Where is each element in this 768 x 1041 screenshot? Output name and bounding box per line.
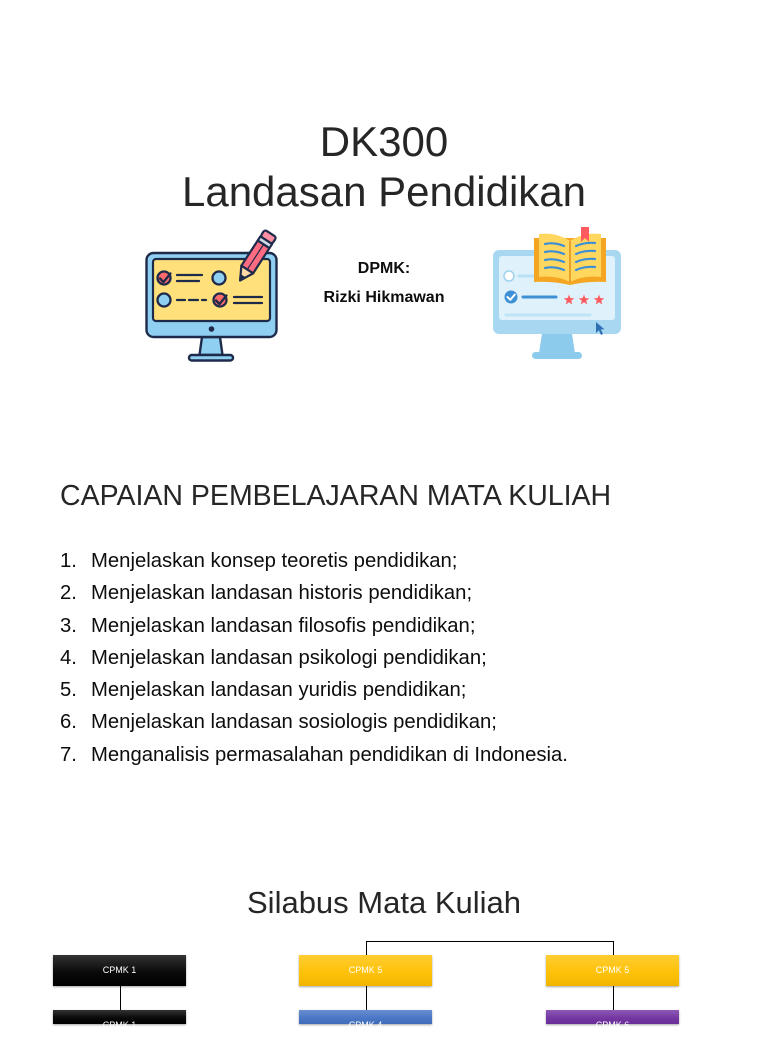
syllabus-heading: Silabus Mata Kuliah <box>247 885 521 920</box>
list-item-number: 1. <box>60 550 77 572</box>
list-item-number: 7. <box>60 743 77 766</box>
connector-line <box>613 941 614 955</box>
list-item-number: 4. <box>60 646 77 669</box>
list-item-number: 6. <box>60 711 77 734</box>
connector-line <box>366 986 367 1010</box>
list-item-number: 2. <box>60 582 77 605</box>
cpmk-box-label: CPMK 1 <box>102 965 137 975</box>
list-item-number: 3. <box>60 614 77 637</box>
cpmk-box-label: CPMK 5 <box>595 965 630 975</box>
list-item-text: Menjelaskan landasan psikologi pendidikan; <box>91 646 487 669</box>
lecturer-label: DPMK: <box>357 260 411 277</box>
cpmk-box <box>299 1010 432 1030</box>
cpmk-box-label: CPMK 4 <box>348 1020 383 1030</box>
list-item-text: Menjelaskan konsep teoretis pendidikan; <box>91 550 458 572</box>
connector-line <box>613 986 614 1010</box>
list-item-text: Menjelaskan landasan sosiologis pendidikan; <box>91 711 497 734</box>
learning-outcomes-heading: CAPAIAN PEMBELAJARAN MATA KULIAH <box>60 480 612 512</box>
connector-line <box>366 941 367 955</box>
list-item-text: Menganalisis permasalahan pendidikan di Indonesia. <box>91 743 568 766</box>
connector-line <box>366 941 614 942</box>
cpmk-box <box>546 1010 679 1030</box>
cpmk-box <box>53 1010 186 1030</box>
cpmk-box <box>299 955 432 986</box>
list-item-text: Menjelaskan landasan filosofis pendidikan; <box>91 614 476 637</box>
course-code-title: DK300 <box>319 118 449 165</box>
cpmk-box <box>546 955 679 986</box>
list-item-text: Menjelaskan landasan historis pendidikan; <box>91 582 473 605</box>
cpmk-box-label: CPMK 6 <box>595 1020 630 1030</box>
cpmk-box <box>53 955 186 986</box>
list-item-text: Menjelaskan landasan yuridis pendidikan; <box>91 679 467 702</box>
list-item-number: 5. <box>60 679 77 702</box>
lecturer-name: Rizki Hikmawan <box>323 289 445 306</box>
cpmk-box-label: CPMK 5 <box>348 965 383 975</box>
cpmk-box-label: CPMK 1 <box>102 1020 137 1030</box>
course-name-title: Landasan Pendidikan <box>181 168 586 215</box>
connector-line <box>120 986 121 1010</box>
